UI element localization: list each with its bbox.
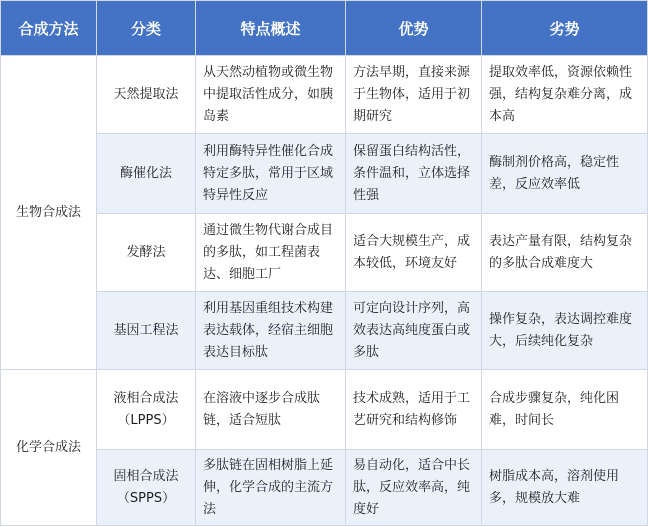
header-row: [1, 1, 648, 56]
advantage-cell: 适合大规模生产，成本较低，环境友好: [346, 214, 482, 292]
disadvantage-cell: 酶制剂价格高，稳定性差，反应效率低: [482, 134, 648, 214]
disadvantage-cell: 表达产量有限，结构复杂的多肽合成难度大: [482, 214, 648, 292]
disadvantage-cell: 合成步骤复杂，纯化困难，时间长: [482, 370, 648, 450]
category-cell: 天然提取法: [97, 56, 196, 134]
feature-cell: 在溶液中逐步合成肽链，适合短肽: [196, 370, 346, 450]
method-cell-chemical: 化学合成法: [1, 370, 97, 526]
feature-cell: 通过微生物代谢合成目的多肽，如工程菌表达、细胞工厂: [196, 214, 346, 292]
disadvantage-cell: 树脂成本高，溶剂使用多，规模放大难: [482, 450, 648, 526]
category-cell: 液相合成法（LPPS）: [97, 370, 196, 450]
advantage-cell: 方法早期，直接来源于生物体，适用于初期研究: [346, 56, 482, 134]
category-cell: 酶催化法: [97, 134, 196, 214]
header-disadvantage: 劣势: [482, 1, 648, 56]
feature-cell: 利用酶特异性催化合成特定多肽，常用于区域特异性反应: [196, 134, 346, 214]
method-cell-biological: 生物合成法: [1, 56, 97, 370]
category-cell: 固相合成法（SPPS）: [97, 450, 196, 526]
feature-cell: 利用基因重组技术构建表达载体，经宿主细胞表达目标肽: [196, 292, 346, 370]
advantage-cell: 易自动化，适合中长肽，反应效率高，纯度好: [346, 450, 482, 526]
advantage-cell: 保留蛋白结构活性，条件温和，立体选择性强: [346, 134, 482, 214]
feature-cell: 从天然动植物或微生物中提取活性成分，如胰岛素: [196, 56, 346, 134]
header-method: 合成方法: [1, 1, 97, 56]
category-cell: 基因工程法: [97, 292, 196, 370]
feature-cell: 多肽链在固相树脂上延伸，化学合成的主流方法: [196, 450, 346, 526]
header-feature: 特点概述: [196, 1, 346, 56]
table-row: [1, 292, 648, 370]
table-row: [1, 370, 648, 450]
advantage-cell: 可定向设计序列，高效表达高纯度蛋白或多肽: [346, 292, 482, 370]
disadvantage-cell: 提取效率低，资源依赖性强，结构复杂难分离，成本高: [482, 56, 648, 134]
category-cell: 发酵法: [97, 214, 196, 292]
header-advantage: 优势: [346, 1, 482, 56]
table-row: [1, 214, 648, 292]
table-row: [1, 450, 648, 526]
table-row: [1, 56, 648, 134]
table-row: [1, 134, 648, 214]
disadvantage-cell: 操作复杂，表达调控难度大，后续纯化复杂: [482, 292, 648, 370]
header-category: 分类: [97, 1, 196, 56]
advantage-cell: 技术成熟，适用于工艺研究和结构修饰: [346, 370, 482, 450]
